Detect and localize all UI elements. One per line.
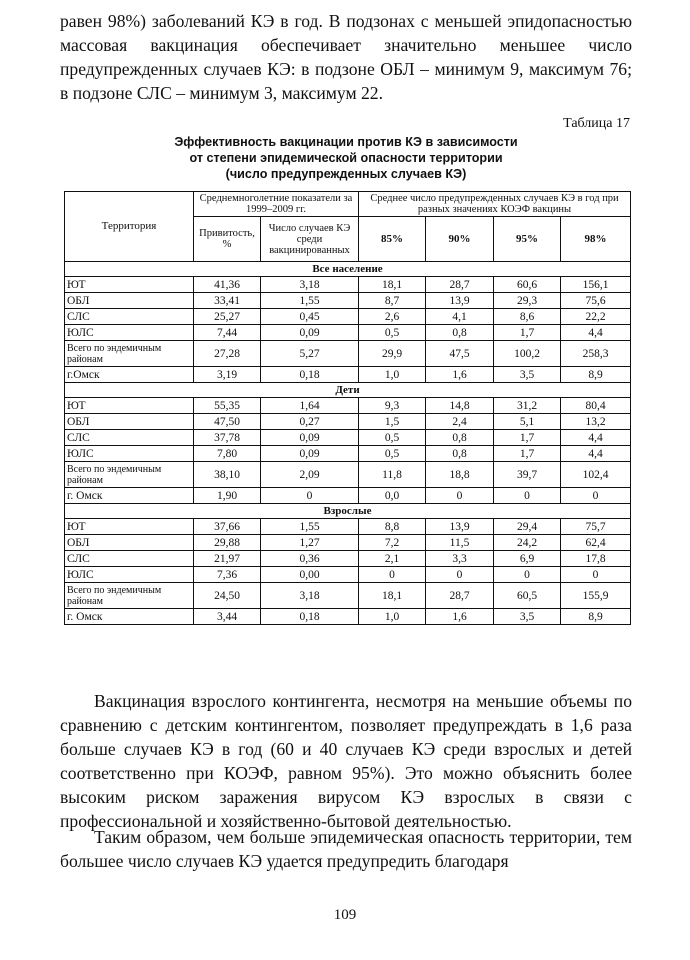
value-cell-k98: 0	[561, 567, 631, 583]
value-cell-k90: 3,3	[426, 551, 494, 567]
value-cell-k98: 8,9	[561, 609, 631, 625]
value-cell-cases: 3,18	[261, 277, 359, 293]
value-cell-priv: 37,66	[194, 519, 261, 535]
territory-cell: ЮЛС	[65, 325, 194, 341]
value-cell-k90: 28,7	[426, 277, 494, 293]
value-cell-k85: 0,0	[359, 488, 426, 504]
value-cell-k90: 13,9	[426, 519, 494, 535]
paragraph-adults: Вакцинация взрослого контингента, несмотря на меньшие объемы по сравнению с детским контингентом, позволяет предупреждать в 1,6 раза больше случаев КЭ в год (60 и 40 случаев КЭ среди взрослых и детей соответственно при КОЭФ, равном 95%). Это можно объяснить более высоким риском заражения вирусом КЭ взрослых в связи с профессиональной и хозяйственно-бытовой деятельностью.	[60, 691, 632, 831]
value-cell-k95: 39,7	[494, 462, 561, 488]
value-cell-k85: 0,5	[359, 446, 426, 462]
value-cell-priv: 7,36	[194, 567, 261, 583]
territory-cell: ОБЛ	[65, 293, 194, 309]
value-cell-k95: 3,5	[494, 609, 561, 625]
table-row	[65, 567, 631, 583]
header-koef-95: 95%	[494, 217, 561, 262]
value-cell-k98: 155,9	[561, 583, 631, 609]
territory-cell: Всего по эндемичным районам	[65, 341, 194, 367]
value-cell-k95: 3,5	[494, 367, 561, 383]
header-koef-85: 85%	[359, 217, 426, 262]
value-cell-k98: 0	[561, 488, 631, 504]
value-cell-k90: 1,6	[426, 609, 494, 625]
value-cell-k95: 0	[494, 488, 561, 504]
value-cell-cases: 0,18	[261, 609, 359, 625]
territory-cell: ОБЛ	[65, 535, 194, 551]
territory-cell: ЮТ	[65, 519, 194, 535]
table-row	[65, 398, 631, 414]
value-cell-k95: 1,7	[494, 325, 561, 341]
value-cell-priv: 33,41	[194, 293, 261, 309]
table-row	[65, 462, 631, 488]
value-cell-priv: 7,80	[194, 446, 261, 462]
value-cell-k95: 29,3	[494, 293, 561, 309]
value-cell-k95: 1,7	[494, 430, 561, 446]
paragraph-conclusion: Таким образом, чем больше эпидемическая опасность территории, тем большее число случаев КЭ удается предупредить благодаря	[60, 827, 632, 871]
value-cell-cases: 1,64	[261, 398, 359, 414]
table-row	[65, 430, 631, 446]
value-cell-k95: 8,6	[494, 309, 561, 325]
value-cell-k85: 0,5	[359, 430, 426, 446]
value-cell-priv: 24,50	[194, 583, 261, 609]
value-cell-k95: 1,7	[494, 446, 561, 462]
value-cell-k85: 18,1	[359, 583, 426, 609]
value-cell-k85: 8,8	[359, 519, 426, 535]
value-cell-cases: 0,27	[261, 414, 359, 430]
value-cell-k85: 0,5	[359, 325, 426, 341]
value-cell-cases: 1,55	[261, 293, 359, 309]
value-cell-k90: 47,5	[426, 341, 494, 367]
table-row	[65, 277, 631, 293]
value-cell-k90: 28,7	[426, 583, 494, 609]
territory-cell: СЛС	[65, 309, 194, 325]
table-row	[65, 583, 631, 609]
section-title: Все население	[65, 262, 631, 277]
value-cell-priv: 38,10	[194, 462, 261, 488]
value-cell-cases: 0,45	[261, 309, 359, 325]
section-header-row	[65, 262, 631, 277]
section-header-row	[65, 383, 631, 398]
value-cell-k95: 100,2	[494, 341, 561, 367]
value-cell-k98: 17,8	[561, 551, 631, 567]
value-cell-priv: 55,35	[194, 398, 261, 414]
value-cell-k90: 4,1	[426, 309, 494, 325]
value-cell-k90: 0	[426, 488, 494, 504]
value-cell-k95: 29,4	[494, 519, 561, 535]
value-cell-k98: 8,9	[561, 367, 631, 383]
value-cell-cases: 2,09	[261, 462, 359, 488]
value-cell-k95: 6,9	[494, 551, 561, 567]
value-cell-k98: 62,4	[561, 535, 631, 551]
value-cell-k95: 60,6	[494, 277, 561, 293]
table-row	[65, 519, 631, 535]
value-cell-k85: 7,2	[359, 535, 426, 551]
value-cell-k85: 1,0	[359, 609, 426, 625]
header-koef-98: 98%	[561, 217, 631, 262]
value-cell-k98: 4,4	[561, 430, 631, 446]
value-cell-k85: 0	[359, 567, 426, 583]
value-cell-cases: 0,18	[261, 367, 359, 383]
table-number: Таблица 17	[563, 116, 630, 131]
territory-cell: ЮЛС	[65, 567, 194, 583]
value-cell-k85: 18,1	[359, 277, 426, 293]
value-cell-cases: 5,27	[261, 341, 359, 367]
header-koef-90: 90%	[426, 217, 494, 262]
territory-cell: СЛС	[65, 551, 194, 567]
value-cell-cases: 0,00	[261, 567, 359, 583]
value-cell-k95: 60,5	[494, 583, 561, 609]
territory-cell: г.Омск	[65, 367, 194, 383]
value-cell-k85: 8,7	[359, 293, 426, 309]
value-cell-k85: 29,9	[359, 341, 426, 367]
value-cell-k98: 75,6	[561, 293, 631, 309]
table-row	[65, 309, 631, 325]
value-cell-priv: 37,78	[194, 430, 261, 446]
table-row	[65, 609, 631, 625]
value-cell-k90: 2,4	[426, 414, 494, 430]
value-cell-k98: 22,2	[561, 309, 631, 325]
value-cell-priv: 29,88	[194, 535, 261, 551]
page-number: 109	[333, 907, 357, 923]
table-caption-line-1: Эффективность вакцинации против КЭ в зависимости	[174, 135, 518, 149]
header-average-prevented: Среднее число предупрежденных случаев КЭ в год при разных значениях КОЭФ вакцины	[359, 192, 631, 217]
header-cases-vaccinated: Число случаев КЭ среди вакцинированных	[261, 217, 359, 262]
table-row	[65, 367, 631, 383]
value-cell-priv: 7,44	[194, 325, 261, 341]
value-cell-priv: 21,97	[194, 551, 261, 567]
header-vaccination-coverage: Привитость, %	[194, 217, 261, 262]
value-cell-k85: 2,6	[359, 309, 426, 325]
value-cell-k90: 0,8	[426, 325, 494, 341]
territory-cell: г. Омск	[65, 488, 194, 504]
value-cell-cases: 0,09	[261, 446, 359, 462]
section-title: Дети	[65, 383, 631, 398]
header-territory: Территория	[65, 192, 194, 262]
value-cell-cases: 0,09	[261, 325, 359, 341]
value-cell-k85: 11,8	[359, 462, 426, 488]
value-cell-k95: 0	[494, 567, 561, 583]
paragraph-intro: равен 98%) заболеваний КЭ в год. В подзонах с меньшей эпидопасностью массовая вакцинация обеспечивает значительно меньшее число предупрежденных случаев КЭ: в подзоне ОБЛ – минимум 9, максимум 76; в подзоне СЛС – минимум 3, максимум 22.	[60, 11, 632, 103]
value-cell-priv: 3,19	[194, 367, 261, 383]
value-cell-cases: 1,27	[261, 535, 359, 551]
value-cell-k98: 4,4	[561, 325, 631, 341]
section-title: Взрослые	[65, 504, 631, 519]
value-cell-k98: 80,4	[561, 398, 631, 414]
value-cell-k98: 4,4	[561, 446, 631, 462]
table-caption-line-2: от степени эпидемической опасности территории	[189, 151, 503, 165]
table-caption-line-3: (число предупрежденных случаев КЭ)	[225, 167, 467, 181]
value-cell-priv: 41,36	[194, 277, 261, 293]
value-cell-k85: 1,5	[359, 414, 426, 430]
value-cell-k90: 14,8	[426, 398, 494, 414]
value-cell-cases: 1,55	[261, 519, 359, 535]
territory-cell: Всего по эндемичным районам	[65, 583, 194, 609]
value-cell-k85: 1,0	[359, 367, 426, 383]
value-cell-cases: 0,36	[261, 551, 359, 567]
value-cell-k98: 75,7	[561, 519, 631, 535]
territory-cell: Всего по эндемичным районам	[65, 462, 194, 488]
value-cell-k98: 102,4	[561, 462, 631, 488]
value-cell-k98: 13,2	[561, 414, 631, 430]
value-cell-priv: 27,28	[194, 341, 261, 367]
territory-cell: СЛС	[65, 430, 194, 446]
territory-cell: г. Омск	[65, 609, 194, 625]
table-body	[65, 262, 631, 625]
value-cell-k90: 0,8	[426, 446, 494, 462]
value-cell-priv: 3,44	[194, 609, 261, 625]
table-row	[65, 341, 631, 367]
table-row	[65, 535, 631, 551]
header-longterm: Среднемноголетние показатели за 1999–2009 гг.	[194, 192, 359, 217]
value-cell-k98: 258,3	[561, 341, 631, 367]
value-cell-k98: 156,1	[561, 277, 631, 293]
table-row	[65, 551, 631, 567]
table-caption	[60, 134, 632, 182]
vaccination-effectiveness-table	[64, 191, 631, 625]
value-cell-priv: 25,27	[194, 309, 261, 325]
value-cell-k90: 13,9	[426, 293, 494, 309]
value-cell-k85: 2,1	[359, 551, 426, 567]
value-cell-k90: 11,5	[426, 535, 494, 551]
table-row	[65, 325, 631, 341]
value-cell-k95: 5,1	[494, 414, 561, 430]
value-cell-k85: 9,3	[359, 398, 426, 414]
territory-cell: ЮЛС	[65, 446, 194, 462]
value-cell-priv: 1,90	[194, 488, 261, 504]
table-row	[65, 293, 631, 309]
table-row	[65, 446, 631, 462]
value-cell-k95: 31,2	[494, 398, 561, 414]
territory-cell: ЮТ	[65, 277, 194, 293]
value-cell-cases: 3,18	[261, 583, 359, 609]
table-row	[65, 488, 631, 504]
table-row	[65, 414, 631, 430]
territory-cell: ЮТ	[65, 398, 194, 414]
value-cell-k90: 0,8	[426, 430, 494, 446]
value-cell-k90: 1,6	[426, 367, 494, 383]
value-cell-k90: 18,8	[426, 462, 494, 488]
value-cell-cases: 0	[261, 488, 359, 504]
territory-cell: ОБЛ	[65, 414, 194, 430]
value-cell-priv: 47,50	[194, 414, 261, 430]
section-header-row	[65, 504, 631, 519]
value-cell-k95: 24,2	[494, 535, 561, 551]
value-cell-cases: 0,09	[261, 430, 359, 446]
value-cell-k90: 0	[426, 567, 494, 583]
